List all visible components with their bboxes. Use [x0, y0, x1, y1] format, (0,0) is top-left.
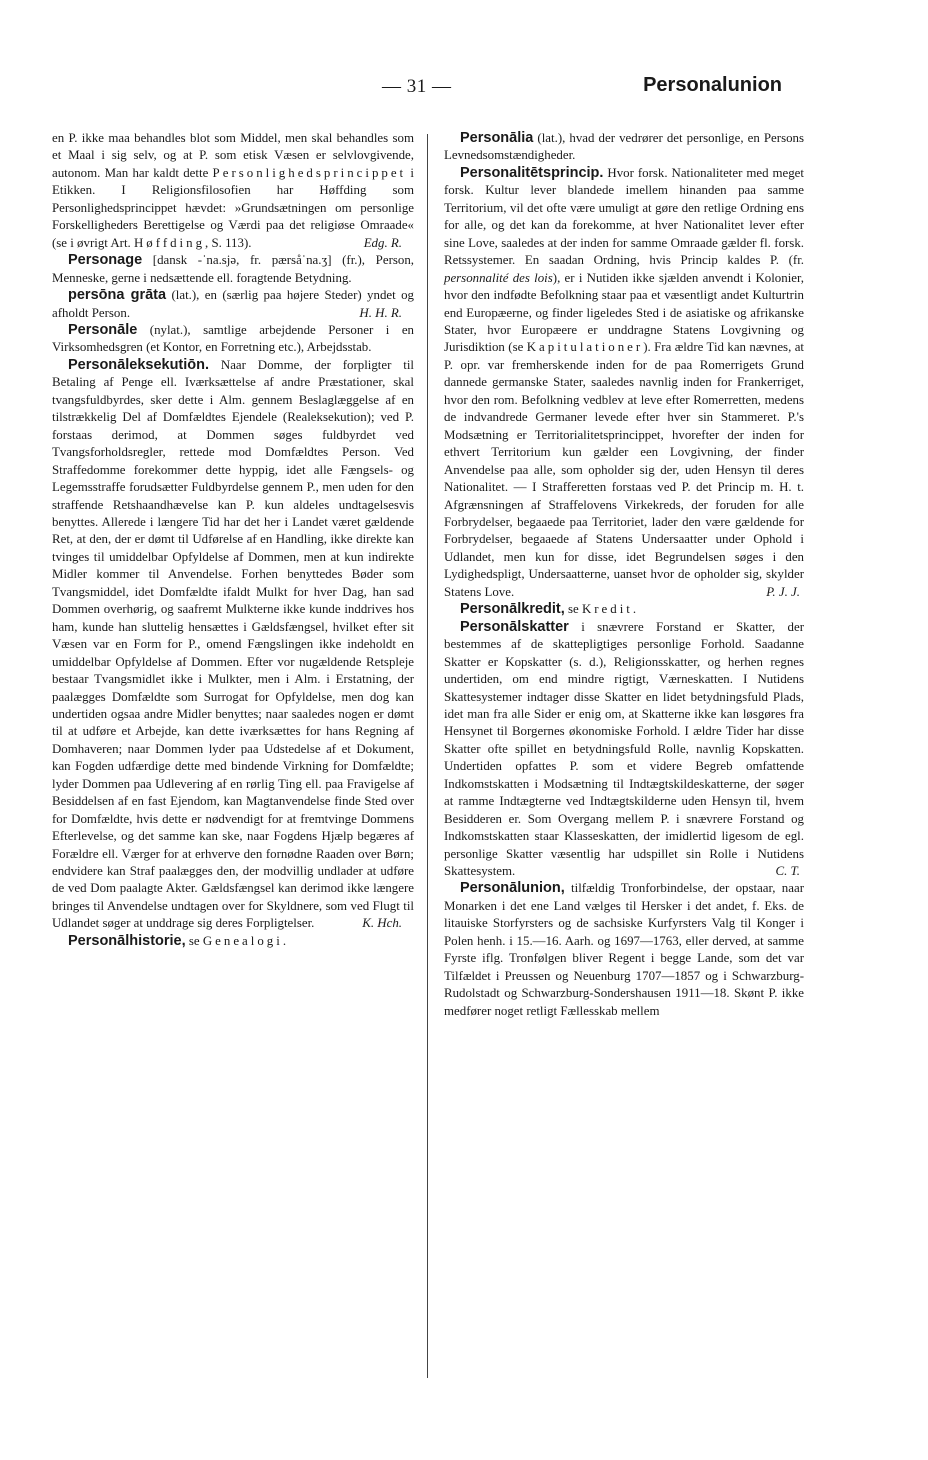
- headword: Personālskatter: [460, 618, 569, 635]
- author-signature: K. Hch.: [362, 916, 402, 931]
- cross-reference: Kapitulationer: [526, 340, 644, 355]
- entry-personalitetsprincip: Personalitētsprincip. Hvor forsk. Nationaliteter med meget forsk. Kultur lever blandede imellem hinanden paa samme Territorium, vil det ofte være umuligt at gøre den retlige Ordning ens for alle, og det kan da forekomme, at hver Nationalitet lever efter sine Love, saaledes at der inden for samme Omraade gælder fl. forsk. Retssystemer. En saadan Ordning, hvis Princip kaldes P. (fr. personnalité des lois), er i Nutiden ikke sjælden anvendt i Kolonier, hvor den indfødte Befolkning staar paa et væsentligt andet Kulturtrin end Europæerne, og finder ligeledes Sted i de asiatiske og afrikanske Stater, hvor Europæere er unddragne Statens Lovgivning og Jurisdiktion (se Kapitulationer). Fra ældre Tid kan nævnes, at P. opr. var fremherskende inden for de paa Romerrigets Grund dannede germanske Stater, saaledes navnlig inden for Frankerriget, hvor den rom. Befolkning vedblev at leve efter Romerretten, medens de indvandrede Germaner levede efter hver sin Stammeret. P.'s Modsætning er Territorialitetsprincippet, hvorefter der inden for ethvert Territorium kun gælder een Lovgivning, der finder Anvendelse paa alle, som opholder sig der, uden Hensyn til deres Nationalitet. — I Strafferetten forstaas ved P. det Princip m. H. t. Afgrænsningen af Straffelovens Virkekreds, der foruden for alle Forbrydelser, begaaede paa Territoriet, lader den være gældende for Forbrydelser, begaaede af Statens Undersaatter under Ophold i Udlandet, men kun for disse, idet Begrundelsen søges i den Lydighedspligt, Undersaatterne, uanset hvor de opholder sig, skylder Statens Love. P. J. J.: [444, 165, 804, 601]
- cross-reference: Kredit: [581, 602, 633, 617]
- running-head: Personalunion: [643, 74, 782, 96]
- headword: Personāleksekutiōn.: [68, 356, 210, 373]
- entry-personalskatter: Personālskatter i snævrere Forstand er Skatter, der bestemmes af de skattepligtiges personlige Forhold. Saadanne Skatter er Kopskatter (s. d.), Religionsskatter, og herhen regnes undertiden, om end mindre rigtigt, Værneskatten. I Nutidens Skattesystemer indtager disse Skatter en lidet betydningsfuld Plads, idet man fra alle Sider er enig om, at Skatterne ikke kan løsgøres fra Hensynet til Borgernes økonomiske Forhold. I ældre Tider har disse Skatter ofte spillet en betydningsfuld Rolle, navnlig Kopskatten. Undertiden opfattes P. som et videre Begreb omfattende Indkomstskatten i Modsætning til Indtægtskildeskatterne, der søger at ramme Indtægterne ved Indtægtskilderne uden Hensyn til, hvem Besidderen er. Som Overgang mellem P. i snævrere Forstand og Indkomstskatten staar Klasseskatten, der imidlertid ligesom de egl. personlige Skatter væsentlig har udspillet sin Rolle i Nutidens Skattesystem. C. T.: [444, 619, 804, 881]
- author-signature: C. T.: [775, 864, 800, 879]
- headword: Personalitētsprincip.: [460, 164, 604, 181]
- headword: Personālkredit,: [460, 601, 565, 618]
- left-column: [52, 130, 414, 950]
- headword: Personālhistorie,: [68, 932, 186, 949]
- author-signature: Edg. R.: [363, 235, 402, 250]
- entry-personalia: Personālia (lat.), hvad der vedrører det personlige, en Persons Levnedsomstændigheder.: [444, 130, 804, 163]
- entry-personalkredit: Personālkredit, se Kredit.: [460, 601, 637, 618]
- headword: Personāle: [68, 321, 138, 338]
- entry-continuation: en P. ikke maa behandles blot som Middel, men skal behandles som et Maal i sig selv, og at P. som etisk Væsen er selvlovgivende, autonom. Man har kaldt dette Personlighedsprincippet i Etikken. I Religionsfilosofien har Høffding som Personlighedsprincippet hævdet: »Grundsætningen om personlige Forskelligheders Berettigelse og Værdi paa det religiøse Omraade« (se i øvrigt Art. Høffding, S. 113). Edg. R.: [52, 130, 414, 252]
- entry-personage: Personage [dansk -ˈna.sjə, fr. pærsåˈna.ʒ] (fr.), Person, Menneske, gerne i nedsættende ell. foragtende Betydning.: [52, 252, 414, 285]
- entry-personalhistorie: Personālhistorie, se Genealogi.: [68, 932, 287, 949]
- entry-personaleksekution: Personāleksekutiōn. Naar Domme, der forpligter til Betaling af Penge ell. Iværksættelse af andre Præstationer, skal tvangsfuldbyrdes, sker dette i Alm. gennem Beslaglæggelse af en tilstrækkelig Del af Domfældtes Ejendele (Realeksekution); ved P. forstaas derimod, at Dommen søges fuldbyrdet ved Tvangsforholdsregler, rettede mod Domfældtes Person. Ved Straffedomme forekommer dette hyppig, idet alle Fængsels- og Legemsstraffe forudsætter Fuldbyrdelse gennem P., men uden for den straffende Retshaandhævelse kan P. kun aldeles undtagelsesvis benyttes. Allerede i længere Tid har det her i Landet været gældende Ret, at den, der er dømt til Udførelse af en Handling, ikke direkte kan tvinges til umiddelbar Opfyldelse af Dommen, men at kun indirekte Midler kommer til Anvendelse. Forhen benyttedes Bøder som Tvangsmiddel, idet Domfældte ifaldt Mulkt for hver Dag, han sad Dommen overhørig, og saafremt Mulkterne ikke kunde inddrives hos ham, kunde han sluttelig hensættes i Gældsfængsel, hvilket efter sit Væsen var en Form for P., omend Fængslingen ikke indeholdt en umiddelbar Opfyldelse af Dommen. Efter vor nugældende Retspleje bestaar Tvangsmidlet ikke i Mulkter, men i Alm. i Erstatning, der paalægges Domfældte som Surrogat for Opfyldelse, men dog kan undertiden ogsaa andre Midler benyttes; naar saaledes nogen er dømt til at udføre et Arbejde, kan dette iværksættes for hans Regning af Domhaveren; naar Dommen lyder paa Udstedelse af et Dokument, kan Fogden udfærdige dette med bindende Virkning for Domfældte; lyder Dommen paa Udlevering af en rørlig Ting ell. paa Fravigelse af Besiddelsen af en fast Ejendom, kan Magtanvendelse finde Sted over for Domfældte, hvis dette er nødvendigt for at fremtvinge Dommens Efterlevelse, og det samme kan ske, naar Fogdens Hjælp begæres af Forældre ell. Værger for at erhverve den fornødne Raaden over Børn; endvidere kan Straf paalægges den, der modvillig undlader at udføre de ved Dom paalagte Akter. Gældsfængsel kan derimod ikke længere bringes til Anvendelse undtagen over for Skyldnere, som ved Flugt til Udlandet søger at unddrage sig deres Forpligtelser. K. Hch.: [52, 357, 414, 933]
- headword: Personālunion,: [460, 880, 565, 897]
- entry-personalunion: Personālunion, tilfældig Tronforbindelse, der opstaar, naar Monarken i det ene Land vælges til Hersker i det andet, f. Eks. de litauiske Storfyrsters og de sachsiske Kurfyrsters Valg til Konger i Polen henh. i 15.—16. Aarh. og 1697—1763, eller derved, at samme Fyrste iflg. Tronfølgen bliver Regent i begge Lande, som det var Tilfældet i Preussen og Neuenburg 1707—1857 og i Schwarzburg-Rudolstadt og Schwarzburg-Sondershausen 1911—18. Skønt P. ikke medfører noget retligt Fællesskab mellem: [444, 880, 804, 1018]
- cross-reference: Genealogi: [202, 933, 283, 948]
- column-divider: [427, 134, 428, 1378]
- entry-persona-grata: persōna grāta (lat.), en (særlig paa højere Steder) yndet og afholdt Person. H. H. R.: [52, 287, 414, 322]
- author-signature: P. J. J.: [766, 584, 800, 599]
- page-header: [0, 74, 928, 108]
- author-signature: H. H. R.: [359, 305, 402, 320]
- right-column: [444, 130, 804, 1020]
- page-number: — 31 —: [382, 76, 452, 97]
- headword: persōna grāta: [68, 287, 167, 304]
- entry-personale: Personāle (nylat.), samtlige arbejdende Personer i en Virksomhedsgren (et Kontor, en Forretning etc.), Arbejdsstab.: [52, 321, 414, 355]
- headword: Personālia: [460, 130, 534, 146]
- headword: Personage: [68, 252, 143, 269]
